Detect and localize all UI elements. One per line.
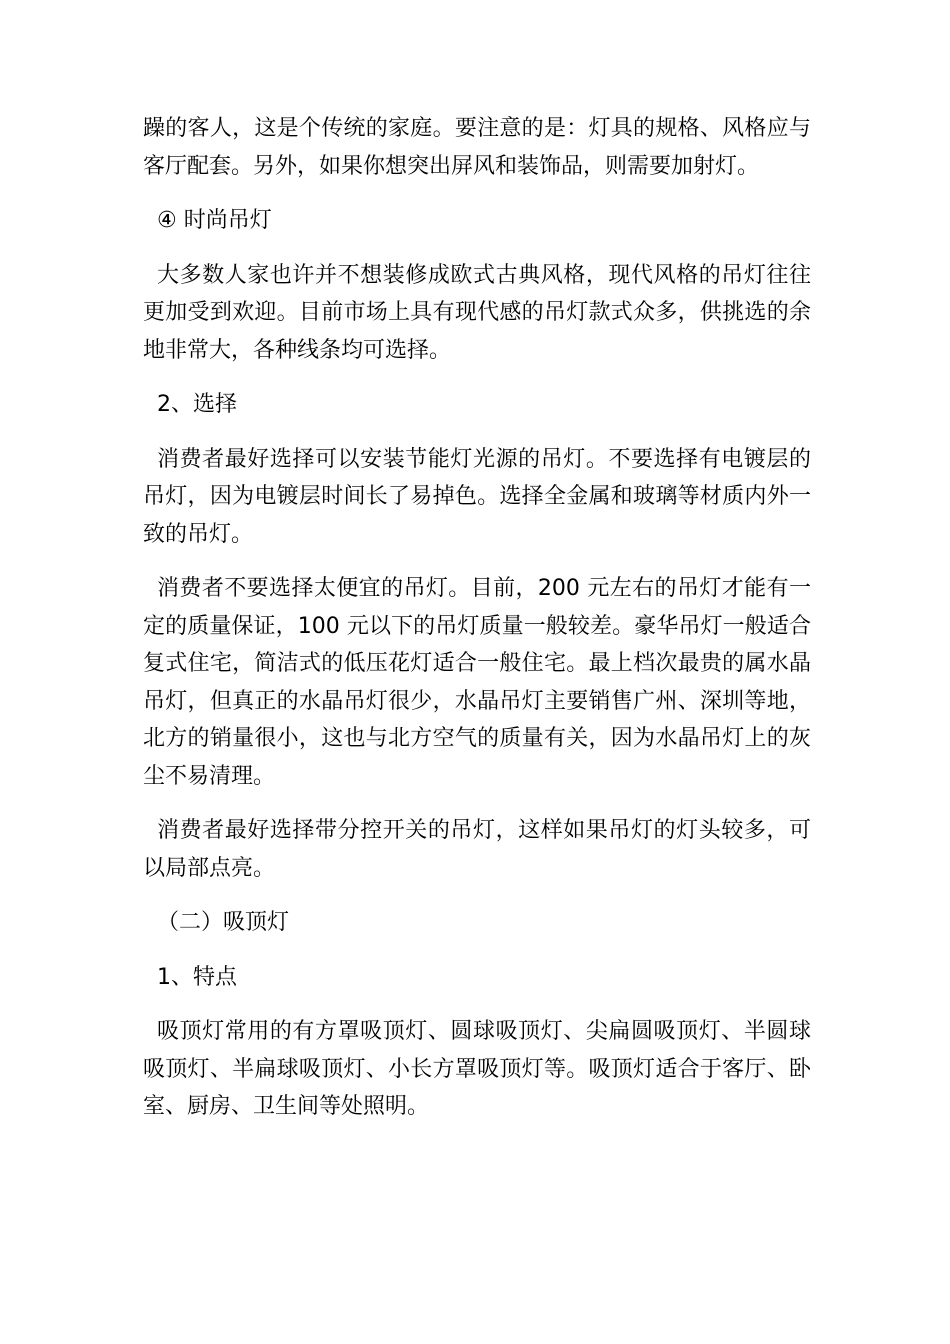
section-heading-features: 1、特点 (157, 964, 237, 990)
paragraph-selection-price: 消费者不要选择太便宜的吊灯。目前，200 元左右的吊灯才能有一定的质量保证，100 元以下的吊灯质量一般较差。豪华吊灯一般适合复式住宅，简洁式的低压花灯适合一般住宅。最上档次最贵的属水晶吊灯，但真正的水晶吊灯很少，水晶吊灯主要销售广州、深圳等地，北方的销量很小，这也与北方空气的质量有关，因为水晶吊灯上的灰尘不易清理。 (143, 576, 811, 789)
paragraph-ceiling-light-types: 吸顶灯常用的有方罩吸顶灯、圆球吸顶灯、尖扁圆吸顶灯、半圆球吸顶灯、半扁球吸顶灯、小长方罩吸顶灯等。吸顶灯适合于客厅、卧室、厨房、卫生间等处照明。 (143, 1019, 811, 1119)
paragraph-selection-switch: 消费者最好选择带分控开关的吊灯，这样如果吊灯的灯头较多，可以局部点亮。 (143, 818, 811, 881)
section-heading-selection: 2、选择 (157, 392, 237, 417)
paragraph-selection-energy-saving: 消费者最好选择可以安装节能灯光源的吊灯。不要选择有电镀层的吊灯，因为电镀层时间长了易掉色。选择全金属和玻璃等材质内外一致的吊灯。 (143, 446, 811, 547)
document-page (143, 110, 811, 1143)
paragraph-modern-chandelier: 大多数人家也许并不想装修成欧式古典风格，现代风格的吊灯往往更加受到欢迎。目前市场上具有现代感的吊灯款式众多，供挑选的余地非常大，各种线条均可选择。 (143, 262, 811, 363)
paragraph-continuation: 躁的客人，这是个传统的家庭。要注意的是：灯具的规格、风格应与客厅配套。另外，如果你想突出屏风和装饰品，则需要加射灯。 (143, 116, 811, 179)
section-heading-ceiling-light: （二）吸顶灯 (157, 910, 290, 935)
section-heading-fashion-chandelier: ④ 时尚吊灯 (157, 208, 272, 233)
